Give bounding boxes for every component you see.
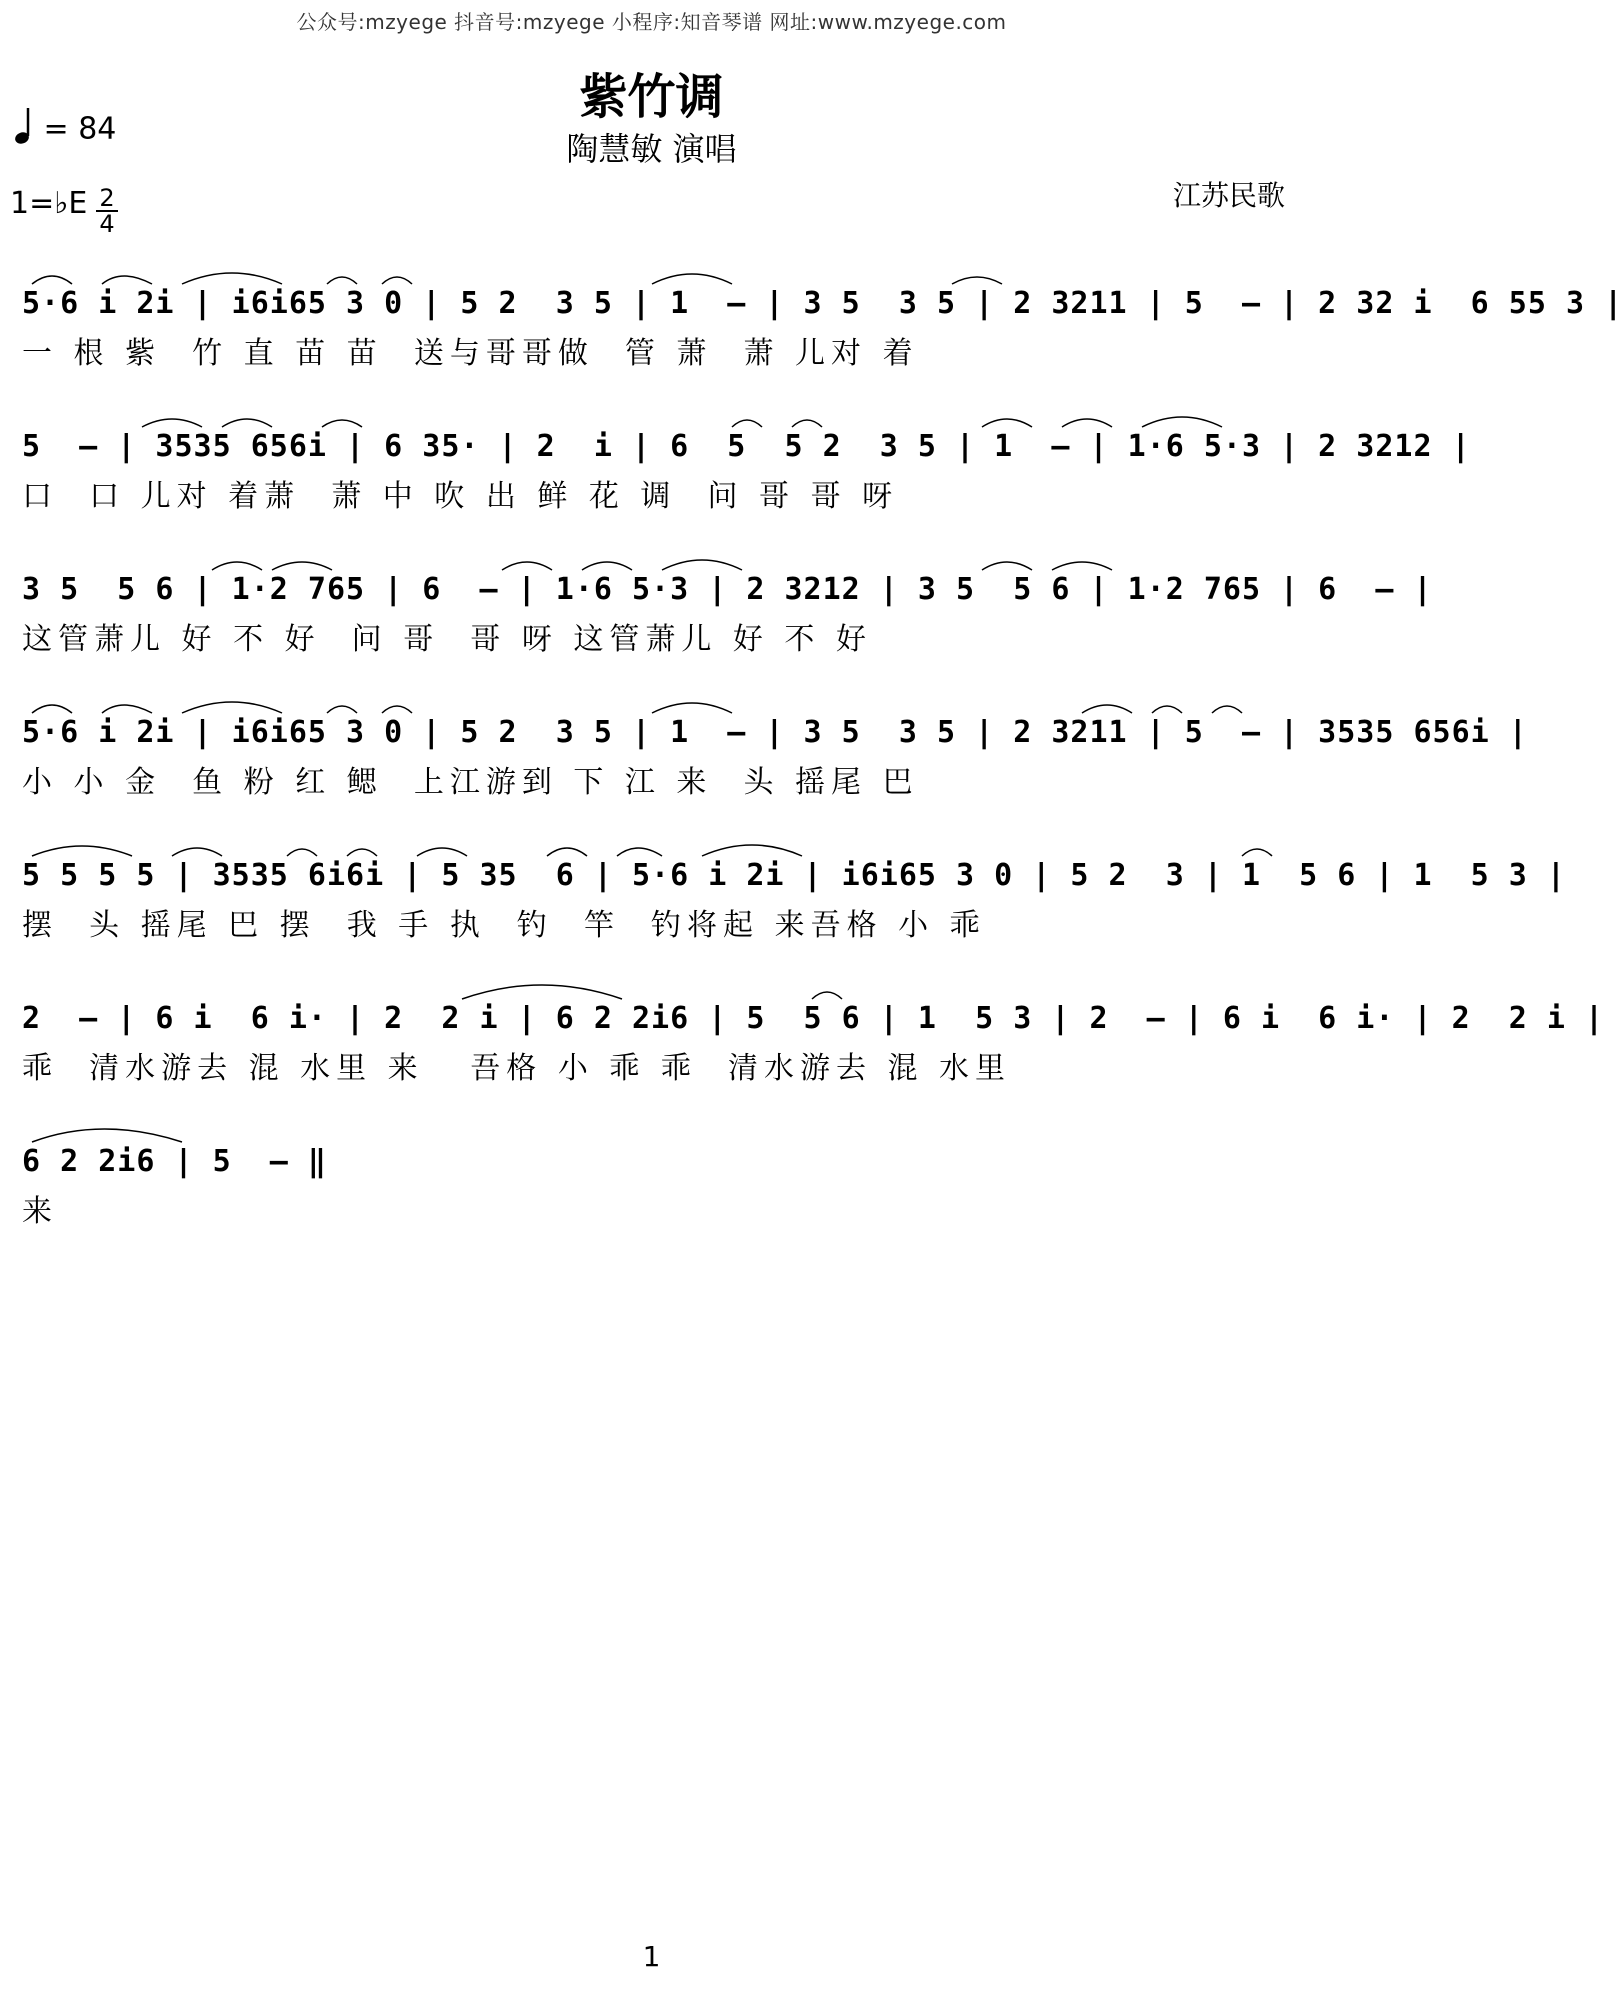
time-signature-top: 2 — [99, 184, 115, 212]
lyrics-line: 口 口 儿对 着萧 萧 中 吹 出 鲜 花 调 问 哥 哥 呀 — [22, 479, 899, 514]
tempo-value: = 84 — [43, 111, 117, 147]
song-origin: 江苏民歌 — [1172, 179, 1285, 212]
jianpu-notes: 6 2 2i6 | 5 – ‖ — [22, 1144, 327, 1179]
lyrics-line: 摆 头 摇尾 巴 摆 我 手 执 钓 竿 钓将起 来吾格 小 乖 — [22, 908, 986, 943]
time-signature-bottom: 4 — [99, 210, 115, 238]
score-row-7 — [22, 1140, 1294, 1232]
lyrics-line: 乖 清水游去 混 水里 来 吾格 小 乖 乖 清水游去 混 水里 — [22, 1051, 1012, 1086]
header-info-line: 公众号:mzyege 抖音号:mzyege 小程序:知音琴谱 网址:www.mzyege.com — [296, 10, 1007, 34]
song-title: 紫竹调 — [579, 69, 724, 125]
score-row-6 — [22, 997, 1605, 1089]
lyrics-line: 来 — [22, 1194, 58, 1229]
jianpu-notes: 5·6 i 2i | i6i65 3 0 | 5 2 3 5 | 1 – | 3 5 3 5 | 2 3211 | 5 – | 2 32 i 6 55 3 | — [22, 286, 1623, 321]
jianpu-notes: 5·6 i 2i | i6i65 3 0 | 5 2 3 5 | 1 – | 3 5 3 5 | 2 3211 | 5 – | 3535 656i | — [22, 715, 1528, 750]
lyrics-line: 小 小 金 鱼 粉 红 鳃 上江游到 下 江 来 头 摇尾 巴 — [22, 765, 919, 800]
page-number: 1 — [642, 1940, 661, 1973]
jianpu-notes: 5 – | 3535 656i | 6 35· | 2 i | 6 5 5 2 3 5 | 1 – | 1·6 5·3 | 2 3212 | — [22, 429, 1471, 464]
time-signature — [96, 186, 118, 236]
lyrics-line: 这管萧儿 好 不 好 问 哥 哥 呀 这管萧儿 好 不 好 — [22, 622, 872, 657]
tempo-marking — [14, 106, 116, 154]
score-row-5 — [22, 854, 1566, 946]
quarter-note-icon — [14, 106, 34, 154]
key-signature: 1=♭E — [10, 186, 88, 221]
score-row-3 — [22, 568, 1433, 660]
score-row-2 — [22, 425, 1471, 517]
score-row-4 — [22, 711, 1528, 803]
jianpu-notes: 5 5 5 5 | 3535 6i6i | 5 35 6 | 5·6 i 2i | i6i65 3 0 | 5 2 3 | 1 5 6 | 1 5 3 | — [22, 858, 1566, 893]
singer-credit: 陶慧敏 演唱 — [566, 130, 737, 168]
lyrics-line: 一 根 紫 竹 直 苗 苗 送与哥哥做 管 萧 萧 儿对 着 — [22, 336, 919, 371]
jianpu-notes: 2 – | 6 i 6 i· | 2 2 i | 6 2 2i6 | 5 5 6 | 1 5 3 | 2 – | 6 i 6 i· | 2 2 i | — [22, 1001, 1605, 1036]
jianpu-notes: 3 5 5 6 | 1·2 765 | 6 – | 1·6 5·3 | 2 3212 | 3 5 5 6 | 1·2 765 | 6 – | — [22, 572, 1433, 607]
score-row-1 — [22, 282, 1623, 374]
